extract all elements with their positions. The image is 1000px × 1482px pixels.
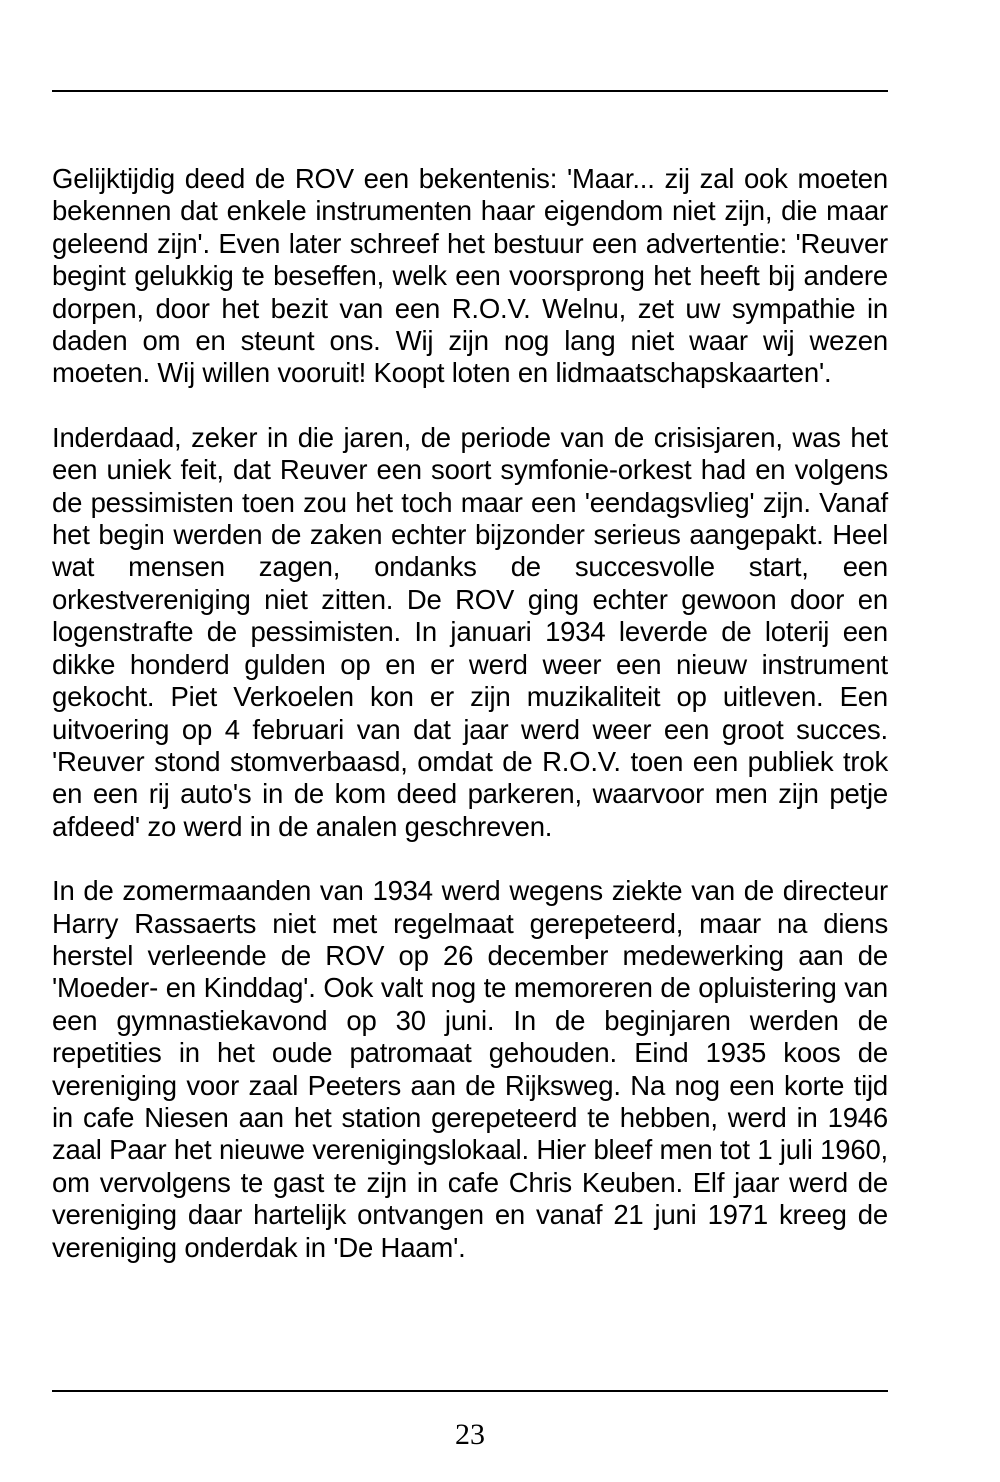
paragraph-2: Inderdaad, zeker in die jaren, de periode van de crisisjaren, was het een uniek feit, dat Reuver een soort symfonie-orkest had en volgens de pessimisten toen zou het toch maar een 'eendagsvlieg' zijn. Vanaf het begin werden de zaken echter bijzonder serieus aangepakt. Heel wat mensen zagen, ondanks de succesvolle start, een orkestvereniging niet zitten. De ROV ging echter gewoon door en logenstrafte de pessimisten. In januari 1934 leverde de loterij een dikke honderd gulden op en er werd weer een nieuw instrument gekocht. Piet Verkoelen kon er zijn muzikaliteit op uitleven. Een uitvoering op 4 februari van dat jaar werd weer een groot succes. 'Reuver stond stomverbaasd, omdat de R.O.V. toen een publiek trok en een rij auto's in de kom deed parkeren, waarvoor men zijn petje afdeed' zo werd in de analen geschreven.	[52, 421, 888, 842]
footer-rule	[52, 1390, 888, 1392]
header-rule	[52, 90, 888, 92]
page-number: 23	[455, 1418, 485, 1451]
page-body	[52, 163, 888, 1264]
paragraph-3: In de zomermaanden van 1934 werd wegens ziekte van de directeur Harry Rassaerts niet met regelmaat gerepeteerd, maar na diens herstel verleende de ROV op 26 december medewerking aan de 'Moeder- en Kinddag'. Ook valt nog te memoreren de opluistering van een gymnastiekavond op 30 juni. In de beginjaren werden de repetities in het oude patromaat gehouden. Eind 1935 koos de vereniging voor zaal Peeters aan de Rijksweg. Na nog een korte tijd in cafe Niesen aan het station gerepeteerd te hebben, werd in 1946 zaal Paar het nieuwe verenigingslokaal. Hier bleef men tot 1 juli 1960, om vervolgens te gast te zijn in cafe Chris Keuben. Elf jaar werd de vereniging daar hartelijk ontvangen en vanaf 21 juni 1971 kreeg de vereniging onderdak in 'De Haam'.	[52, 875, 888, 1263]
paragraph-1: Gelijktijdig deed de ROV een bekentenis: 'Maar... zij zal ook moeten bekennen dat enkele instrumenten haar eigendom niet zijn, die maar geleend zijn'. Even later schreef het bestuur een advertentie: 'Reuver begint gelukkig te beseffen, welk een voorsprong het heeft bij andere dorpen, door het bezit van een R.O.V. Welnu, zet uw sympathie in daden om en steunt ons. Wij zijn nog lang niet waar wij wezen moeten. Wij willen vooruit! Koopt loten en lidmaatschapskaarten'.	[52, 163, 888, 389]
